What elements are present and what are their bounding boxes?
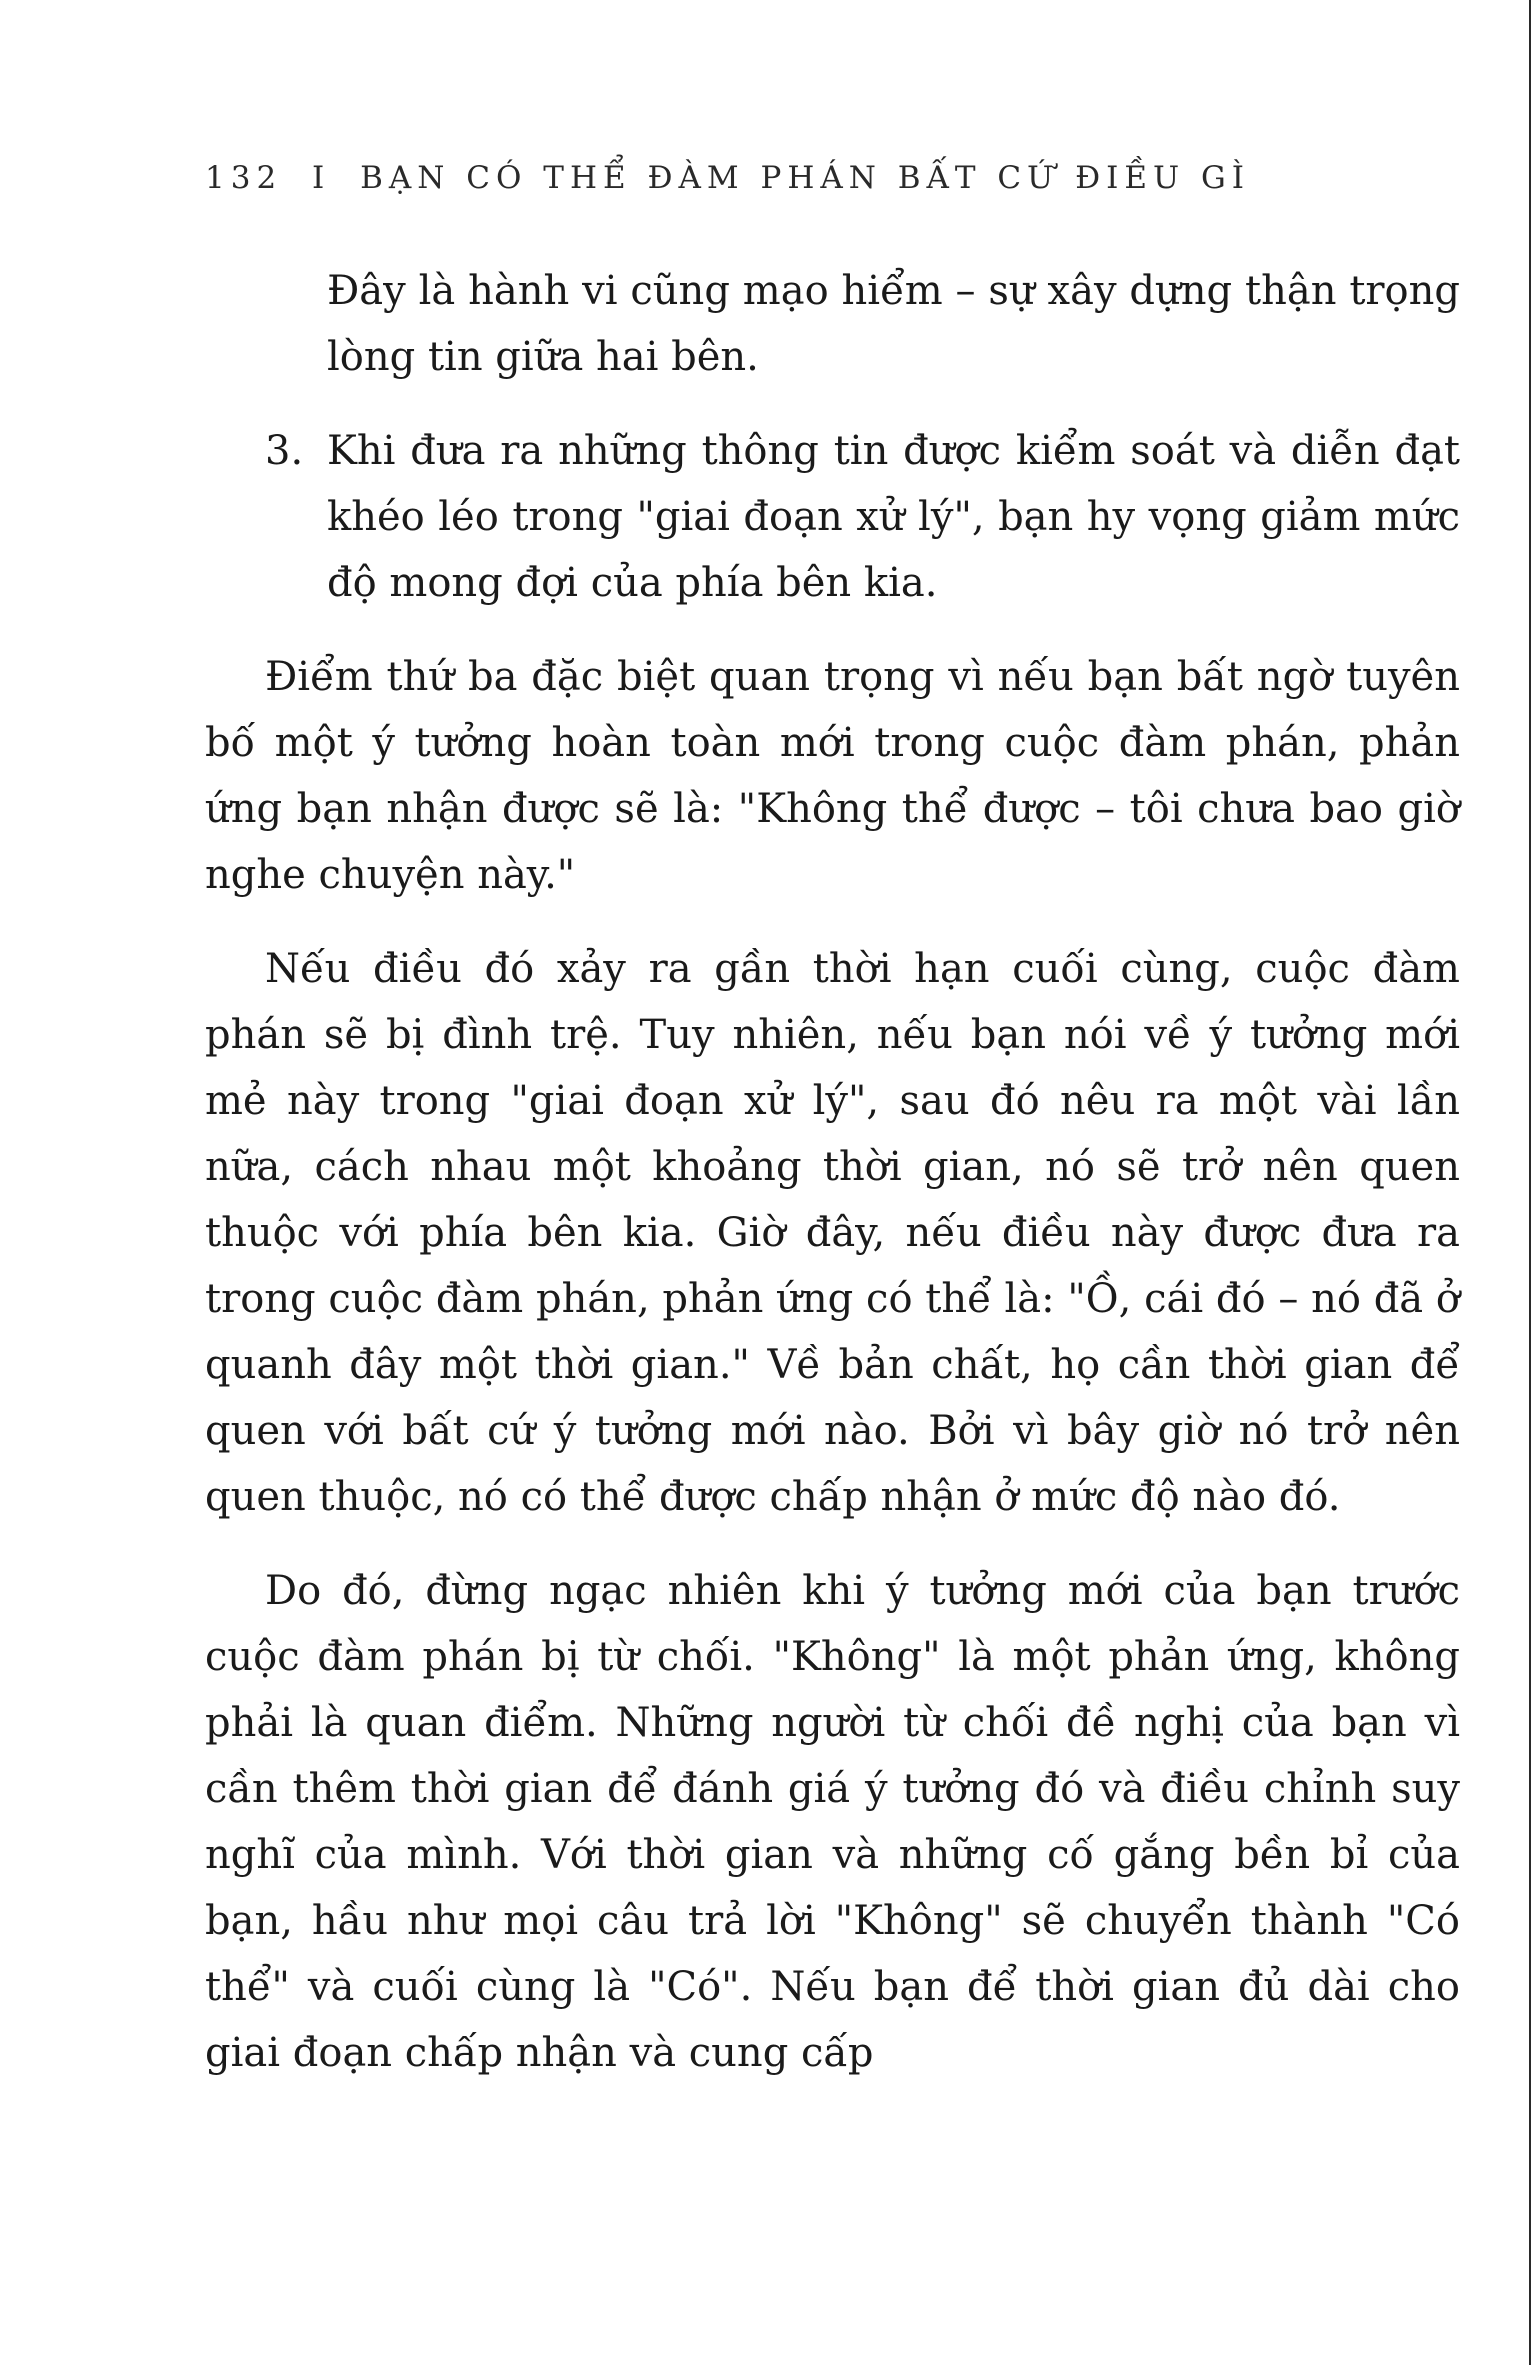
continuation-text: Đây là hành vi cũng mạo hiểm – sự xây dựng thận trọng lòng tin giữa hai bên. <box>327 268 1460 380</box>
running-head-separator: I <box>312 160 331 196</box>
book-page <box>205 160 1460 2114</box>
paragraph-3: Do đó, đừng ngạc nhiên khi ý tưởng mới của bạn trước cuộc đàm phán bị từ chối. "Không" là một phản ứng, không phải là quan điểm. Những người từ chối đề nghị của bạn vì cần thêm thời gian để đánh giá ý tưởng đó và điều chỉnh suy nghĩ của mình. Với thời gian và những cố gắng bền bỉ của bạn, hầu như mọi câu trả lời "Không" sẽ chuyển thành "Có thể" và cuối cùng là "Có". Nếu bạn để thời gian đủ dài cho giai đoạn chấp nhận và cung cấp <box>205 1568 1460 2076</box>
page-number: 132 <box>205 160 283 196</box>
paragraph-1: Điểm thứ ba đặc biệt quan trọng vì nếu bạn bất ngờ tuyên bố một ý tưởng hoàn toàn mới trong cuộc đàm phán, phản ứng bạn nhận được sẽ là: "Không thể được – tôi chưa bao giờ nghe chuyện này." <box>205 654 1460 898</box>
paragraph-2: Nếu điều đó xảy ra gần thời hạn cuối cùng, cuộc đàm phán sẽ bị đình trệ. Tuy nhiên, nếu bạn nói về ý tưởng mới mẻ này trong "giai đoạn xử lý", sau đó nêu ra một vài lần nữa, cách nhau một khoảng thời gian, nó sẽ trở nên quen thuộc với phía bên kia. Giờ đây, nếu điều này được đưa ra trong cuộc đàm phán, phản ứng có thể là: "Ồ, cái đó – nó đã ở quanh đây một thời gian." Về bản chất, họ cần thời gian để quen với bất cứ ý tưởng mới nào. Bởi vì bây giờ nó trở nên quen thuộc, nó có thể được chấp nhận ở mức độ nào đó. <box>205 946 1460 1520</box>
page-edge-line <box>1529 0 1531 2365</box>
book-title: BẠN CÓ THỂ ĐÀM PHÁN BẤT CỨ ĐIỀU GÌ <box>360 160 1251 196</box>
continuation-block <box>205 258 1460 390</box>
numbered-item-3 <box>205 418 1460 616</box>
item-text: Khi đưa ra những thông tin được kiểm soát và diễn đạt khéo léo trong "giai đoạn xử lý", bạn hy vọng giảm mức độ mong đợi của phía bên kia. <box>327 428 1460 606</box>
running-head <box>205 160 1460 196</box>
item-number: 3. <box>265 428 304 474</box>
